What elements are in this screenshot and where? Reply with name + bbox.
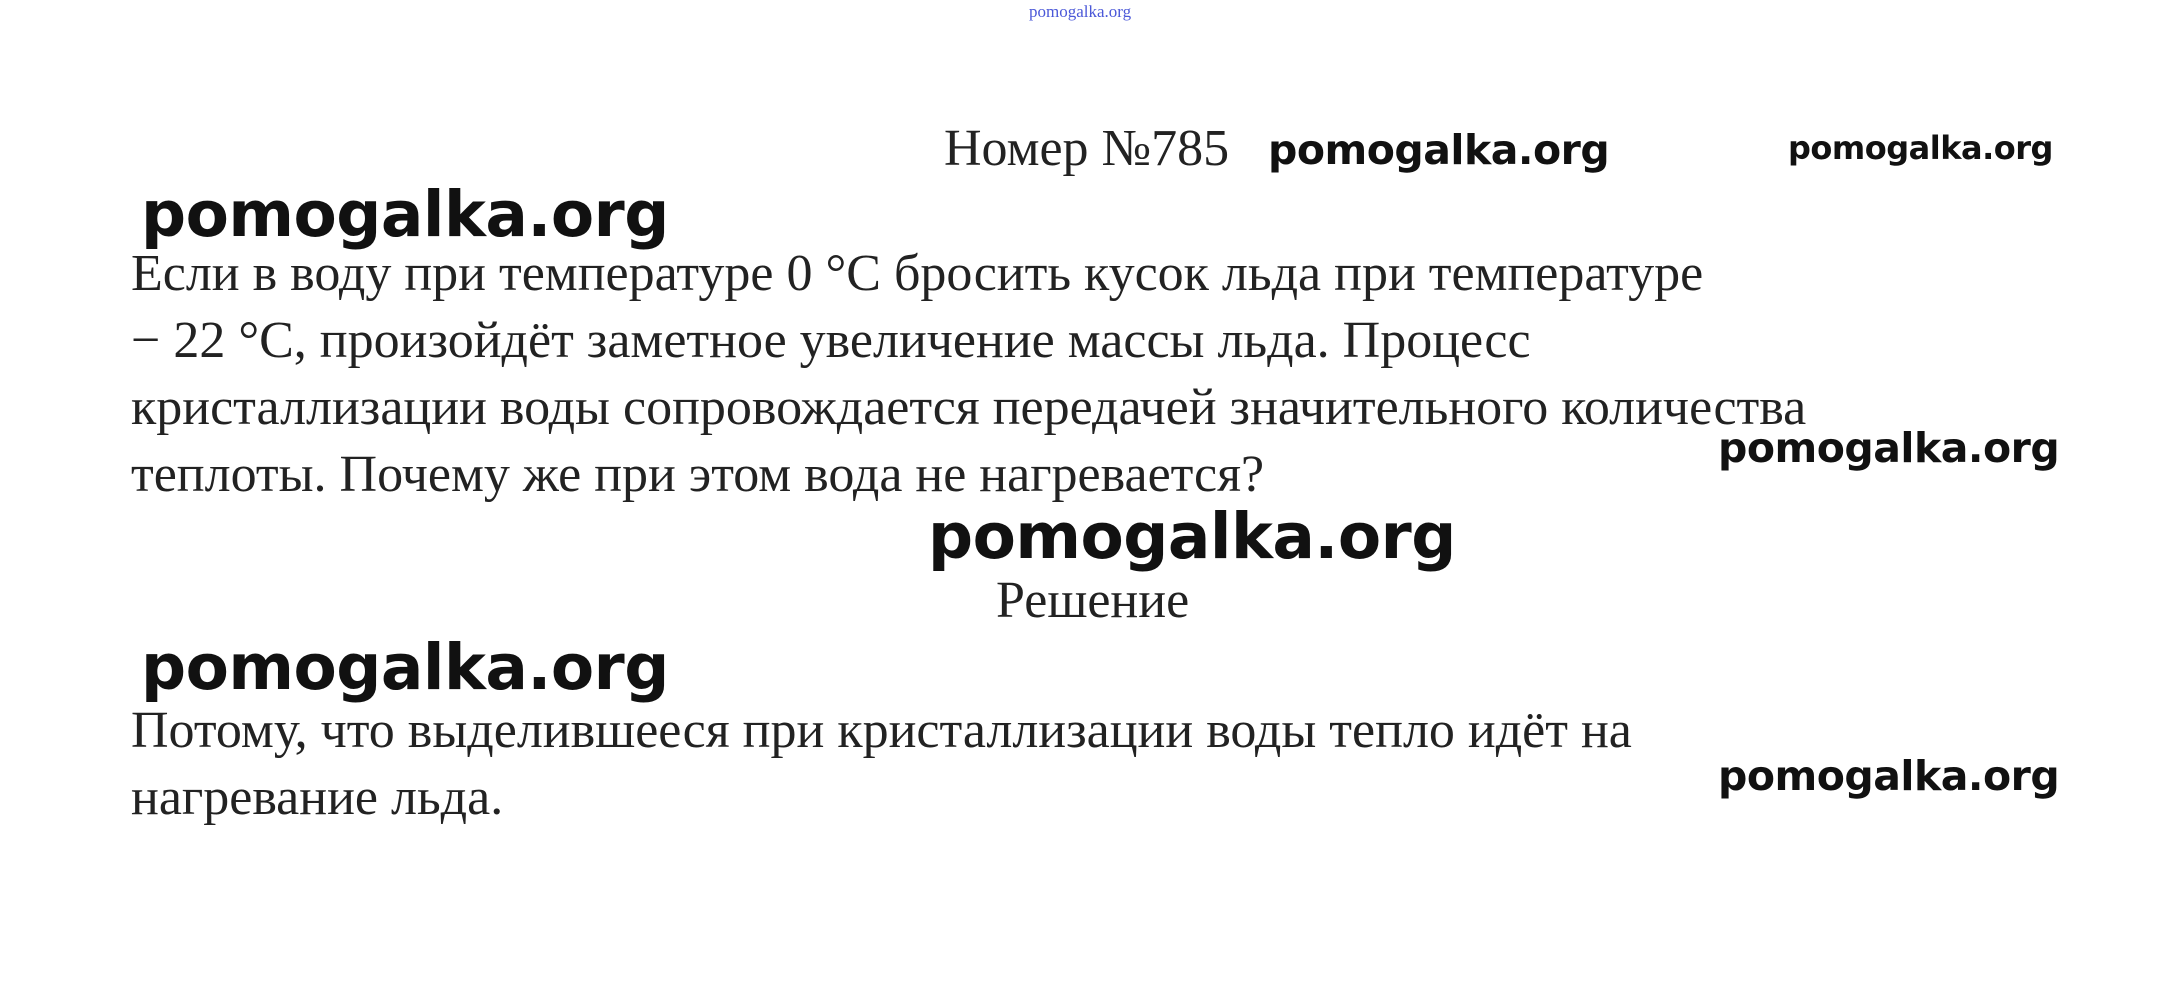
problem-line: теплоты. Почему же при этом вода не нагревается? — [131, 446, 1265, 503]
watermark-right-lower: pomogalka.org — [1718, 752, 2060, 800]
solution-heading: Решение — [996, 572, 1190, 629]
problem-line: − 22 °C, произойдёт заметное увеличение массы льда. Процесс — [131, 312, 1531, 369]
problem-line: Если в воду при температуре 0 °C бросить кусок льда при температуре — [131, 245, 1704, 302]
watermark-top-right: pomogalka.org — [1788, 129, 2053, 167]
watermark-left-lower: pomogalka.org — [141, 631, 669, 704]
page-title: Номер №785 — [944, 120, 1230, 177]
answer-line: нагревание льда. — [131, 769, 504, 826]
watermark-left-upper: pomogalka.org — [141, 178, 669, 251]
problem-line: кристаллизации воды сопровождается передачей значительного количества — [131, 379, 1807, 436]
site-link[interactable]: pomogalka.org — [1029, 2, 1132, 21]
watermark-right-middle: pomogalka.org — [1718, 424, 2060, 472]
watermark-center: pomogalka.org — [928, 500, 1456, 573]
answer-line: Потому, что выделившееся при кристаллизации воды тепло идёт на — [131, 702, 1632, 759]
watermark-title-right: pomogalka.org — [1268, 126, 1610, 174]
